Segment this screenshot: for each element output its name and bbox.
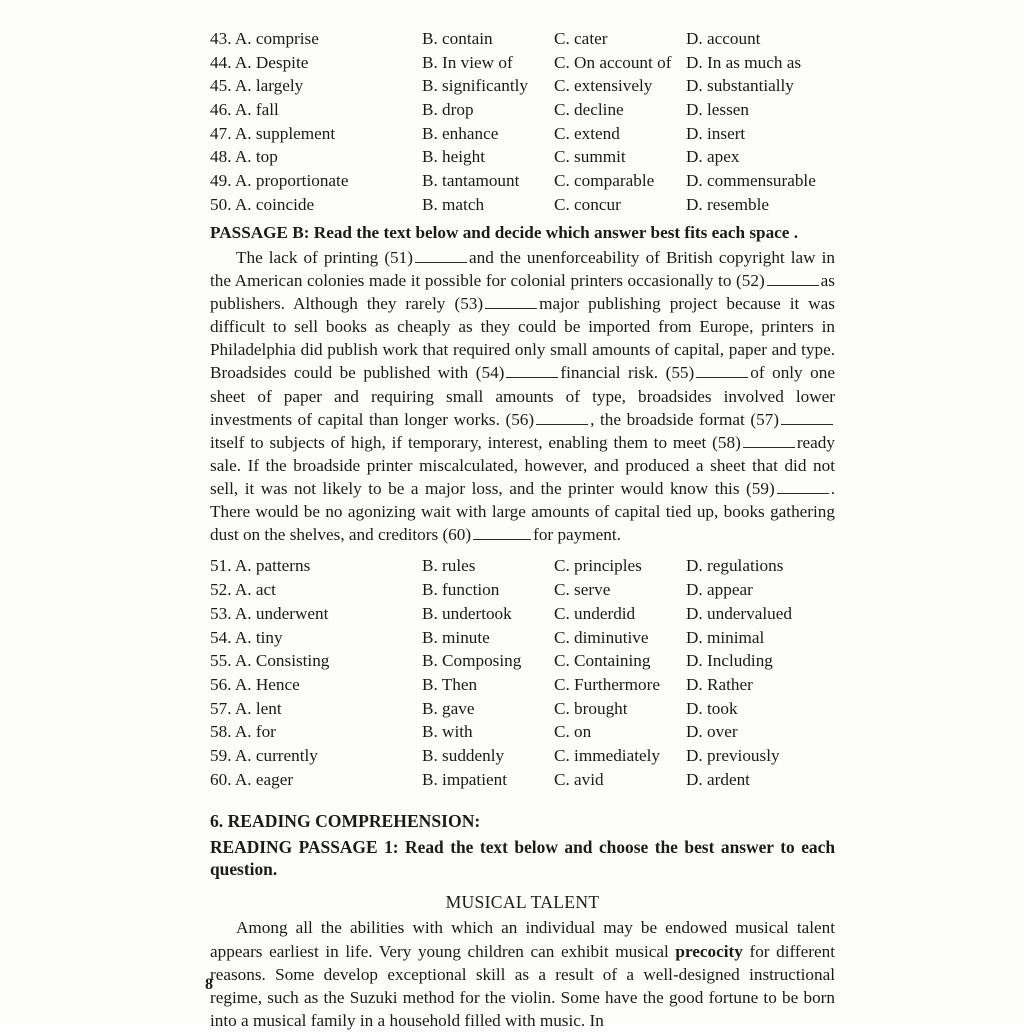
mcq-option-a[interactable] [210,745,422,769]
mcq-option-c-label: C. cater [554,29,608,48]
mcq-option-c-label: C. concur [554,194,621,214]
reading-title: MUSICAL TALENT [445,892,600,912]
mcq-option-d-label: D. appear [686,580,753,600]
mcq-option-c-label: C. on [554,722,592,742]
mcq-option-a[interactable] [210,721,422,745]
mcq-option-b[interactable] [422,769,554,793]
mcq-option-c-label: C. decline [554,100,624,120]
mcq-row [210,698,835,722]
answer-blank-56[interactable] [536,408,588,425]
reading-passage-1-heading: READING PASSAGE 1: Read the text below and choose the best answer to each question. [210,836,835,880]
passage-b-heading: PASSAGE B: Read the text below and decide which answer best fits each space . [210,222,799,242]
mcq-option-d-label: D. over [686,722,738,742]
passage-text-part: financial risk. (55) [560,363,695,383]
mcq-option-d-label: D. regulations [686,556,784,576]
mcq-option-d[interactable] [686,721,835,745]
mcq-option-d[interactable] [686,99,835,123]
mcq-option-d-label: D. undervalued [686,603,792,623]
mcq-option-c[interactable] [554,75,686,99]
mcq-row [210,674,835,698]
mcq-option-c[interactable] [554,674,686,698]
mcq-option-c-label: C. summit [554,147,626,167]
mcq-option-b[interactable] [422,698,554,722]
mcq-option-c[interactable] [554,579,686,603]
mcq-option-d-label: D. lessen [686,100,750,120]
answer-blank-59[interactable] [777,477,829,494]
mcq-option-a[interactable] [210,146,422,170]
mcq-option-b-label: B. Composing [422,651,522,671]
mcq-number: 45. [210,76,232,96]
mcq-option-b-label: B. with [422,722,473,742]
mcq-option-d-label: D. Rather [686,674,753,694]
mcq-number: 55. [210,651,232,671]
mcq-option-d[interactable] [686,650,835,674]
mcq-option-c-label: C. comparable [554,171,655,191]
mcq-option-a[interactable] [210,698,422,722]
mcq-option-a-label: A. supplement [234,123,336,143]
mcq-option-c[interactable] [554,194,686,218]
mcq-row [210,28,835,52]
answer-blank-51[interactable] [415,246,467,263]
mcq-option-c-label: C. diminutive [554,627,649,647]
mcq-number: 58. [210,722,232,742]
mcq-number: 53. [210,603,232,623]
mcq-number: 47. [210,123,232,143]
mcq-option-b[interactable] [422,555,554,579]
answer-blank-54[interactable] [506,362,558,379]
mcq-option-b-label: B. undertook [422,603,512,623]
mcq-option-d-label: D. previously [686,745,780,765]
mcq-number: 59. [210,745,232,765]
mcq-option-c-label: C. Containing [554,651,651,671]
mcq-number: 43. [210,29,232,48]
mcq-option-a[interactable] [210,627,422,651]
mcq-option-c-label: C. immediately [554,745,660,765]
mcq-option-b[interactable] [422,146,554,170]
mcq-option-a-label: A. eager [234,769,294,789]
mcq-option-c[interactable] [554,99,686,123]
reading-paragraph [210,916,835,1032]
mcq-row [210,769,835,793]
mcq-option-b-label: B. In view of [422,52,513,72]
passage-text-part: itself to subjects of high, if temporary, interest, enabling them to meet (58) [210,432,741,452]
mcq-option-a-label: A. comprise [234,29,319,48]
mcq-option-b[interactable] [422,123,554,147]
passage-text-part: . There would be no agonizing wait with large amounts of capital tied up, books gathering dust on the shelves, and creditors (60) [210,479,835,545]
answer-blank-60[interactable] [473,524,531,541]
mcq-option-b[interactable] [422,650,554,674]
mcq-option-d[interactable] [686,555,835,579]
mcq-option-b[interactable] [422,75,554,99]
mcq-option-d[interactable] [686,52,835,76]
mcq-option-b-label: B. gave [422,698,475,718]
mcq-option-a-label: A. coincide [234,194,315,214]
mcq-option-d-label: D. insert [686,123,746,143]
passage-text-part: The lack of printing (51) [236,247,413,267]
mcq-option-a[interactable] [210,579,422,603]
reading-keyword-precocity: precocity [675,941,743,961]
mcq-option-a-label: A. lent [234,698,282,718]
mcq-option-c[interactable] [554,123,686,147]
answer-blank-57[interactable] [781,408,833,425]
mcq-option-b[interactable] [422,170,554,194]
mcq-option-a[interactable] [210,674,422,698]
mcq-option-b[interactable] [422,28,554,52]
mcq-option-a-label: A. act [234,580,276,600]
mcq-option-c[interactable] [554,698,686,722]
mcq-option-b[interactable] [422,52,554,76]
mcq-option-a-label: A. underwent [234,603,329,623]
section-heading-reading-comprehension: 6. READING COMPREHENSION: [210,811,481,832]
mcq-option-b[interactable] [422,721,554,745]
mcq-option-b-label: B. match [422,194,485,214]
mcq-option-b-label: B. Then [422,674,478,694]
mcq-option-a[interactable] [210,52,422,76]
mcq-option-b-label: B. suddenly [422,745,505,765]
mcq-option-b-label: B. height [422,147,486,167]
mcq-option-c-label: C. serve [554,580,611,600]
mcq-option-c[interactable] [554,745,686,769]
mcq-option-c[interactable] [554,28,686,52]
passage-b-paragraph [210,246,835,547]
mcq-option-b[interactable] [422,194,554,218]
mcq-row [210,627,835,651]
mcq-option-c[interactable] [554,146,686,170]
mcq-option-a[interactable] [210,170,422,194]
mcq-option-a-label: A. patterns [234,556,311,576]
mcq-option-b-label: B. enhance [422,123,499,143]
mcq-option-c-label: C. brought [554,698,628,718]
mcq-option-d[interactable] [686,194,835,218]
mcq-number: 49. [210,171,232,191]
mcq-option-a-label: A. Consisting [234,651,330,671]
mcq-option-d-label: D. apex [686,147,740,167]
mcq-option-d[interactable] [686,769,835,793]
mcq-option-c-label: C. principles [554,556,642,576]
mcq-option-c[interactable] [554,769,686,793]
mcq-row [210,603,835,627]
mcq-option-b[interactable] [422,579,554,603]
reading-text-part: Among all the abilities with which an individual may be endowed musical talent appears earliest in life. Very young children can exhibit musical [210,918,835,961]
mcq-table-51-60 [210,555,835,792]
mcq-option-d-label: D. substantially [686,76,794,96]
mcq-row [210,650,835,674]
mcq-option-d-label: D. minimal [686,627,765,647]
mcq-option-c-label: C. extend [554,123,620,143]
mcq-number: 51. [210,556,232,576]
mcq-option-c-label: C. extensively [554,76,653,96]
mcq-option-d-label: D. ardent [686,769,750,789]
mcq-option-c[interactable] [554,650,686,674]
answer-blank-53[interactable] [485,292,537,309]
mcq-option-d[interactable] [686,28,835,52]
mcq-option-b[interactable] [422,674,554,698]
mcq-option-a[interactable] [210,194,422,218]
mcq-number: 56. [210,674,232,694]
mcq-option-a[interactable] [210,603,422,627]
passage-text-part: , the broadside format (57) [590,409,779,429]
mcq-number: 46. [210,100,232,120]
mcq-option-d[interactable] [686,603,835,627]
mcq-option-a[interactable] [210,123,422,147]
mcq-option-a[interactable] [210,769,422,793]
mcq-option-b-label: B. rules [422,556,476,576]
mcq-number: 54. [210,627,232,647]
mcq-option-b-label: B. drop [422,100,474,120]
mcq-option-d[interactable] [686,745,835,769]
mcq-option-d[interactable] [686,75,835,99]
answer-blank-52[interactable] [767,269,819,286]
mcq-table-43-50 [210,28,835,218]
mcq-option-c-label: C. avid [554,769,604,789]
mcq-row [210,194,835,218]
mcq-row [210,555,835,579]
mcq-option-d[interactable] [686,146,835,170]
mcq-option-b-label: B. minute [422,627,490,647]
mcq-option-a-label: A. largely [234,76,304,96]
mcq-row [210,75,835,99]
mcq-option-d-label: D. took [686,698,738,718]
mcq-option-c[interactable] [554,603,686,627]
mcq-option-a-label: A. fall [234,100,279,120]
page-number: 8 [205,976,213,993]
mcq-number: 50. [210,194,232,214]
mcq-option-a-label: A. currently [234,745,318,765]
page-content [210,28,835,1032]
mcq-option-d[interactable] [686,579,835,603]
mcq-option-a[interactable] [210,99,422,123]
mcq-option-c[interactable] [554,555,686,579]
mcq-option-a[interactable] [210,28,422,52]
passage-text-part: ready sale. If the broadside printer miscalculated, however, and produced a sheet that did not sell, it was not likely to be a major loss, and the printer would know this (59) [210,432,835,499]
mcq-number: 52. [210,580,232,600]
mcq-option-d-label: D. In as much as [686,52,802,72]
mcq-number: 44. [210,52,232,72]
mcq-option-b-label: B. significantly [422,76,528,96]
mcq-option-d-label: D. commensurable [686,171,816,191]
passage-text-part: and the unenforceability of British copyright law in the American colonies made it possible for colonial printers occasionally to (52) [210,247,835,290]
answer-blank-58[interactable] [743,431,795,448]
mcq-option-d[interactable] [686,627,835,651]
mcq-row [210,170,835,194]
passage-text-part: major publishing project because it was difficult to sell books as cheaply as they could be imported from Europe, printers in Philadelphia did publish work that required only small amounts of capital, paper and type. Broadsides could be published with (54) [210,294,836,383]
mcq-option-c-label: C. Furthermore [554,674,660,694]
mcq-number: 48. [210,147,232,167]
mcq-option-d-label: D. resemble [686,194,770,214]
passage-text-part: of only one sheet of paper and requiring small amounts of type, broadsides involved lower investments of capital than longer works. (56) [210,363,835,429]
mcq-option-d[interactable] [686,123,835,147]
mcq-option-c[interactable] [554,721,686,745]
mcq-option-b[interactable] [422,603,554,627]
mcq-option-d[interactable] [686,674,835,698]
mcq-option-b-label: B. function [422,580,500,600]
mcq-row [210,579,835,603]
mcq-option-a-label: A. for [234,722,276,742]
mcq-option-b[interactable] [422,745,554,769]
answer-blank-55[interactable] [696,362,748,379]
mcq-option-a[interactable] [210,650,422,674]
mcq-option-b[interactable] [422,627,554,651]
mcq-option-b-label: B. contain [422,29,493,48]
passage-text-part: as publishers. Although they rarely (53) [210,270,835,314]
passage-text-part: for payment. [533,525,621,545]
mcq-row [210,146,835,170]
mcq-option-c[interactable] [554,170,686,194]
mcq-option-a-label: A. Despite [234,52,309,72]
mcq-option-d-label: D. account [686,29,761,48]
mcq-row [210,99,835,123]
mcq-row [210,721,835,745]
mcq-number: 60. [210,769,232,789]
mcq-row [210,52,835,76]
mcq-option-d-label: D. Including [686,651,773,671]
mcq-row [210,123,835,147]
mcq-row [210,745,835,769]
mcq-option-a[interactable] [210,555,422,579]
mcq-option-a-label: A. top [234,147,278,167]
mcq-option-c-label: C. underdid [554,603,636,623]
reading-text-part: for different reasons. Some develop exceptional skill as a result of a well-designed instructional regime, such as the Suzuki method for the violin. Some have the good fortune to be born into a musical family in a household filled with music. In [210,941,835,1030]
mcq-option-b-label: B. tantamount [422,171,520,191]
mcq-option-d[interactable] [686,698,835,722]
mcq-option-c-label: C. On account of [554,52,672,72]
mcq-option-b-label: B. impatient [422,769,507,789]
mcq-option-a[interactable] [210,75,422,99]
mcq-number: 57. [210,698,232,718]
mcq-option-c[interactable] [554,627,686,651]
mcq-option-b[interactable] [422,99,554,123]
mcq-option-a-label: A. Hence [234,674,300,694]
mcq-option-d[interactable] [686,170,835,194]
mcq-option-a-label: A. proportionate [234,171,349,191]
mcq-option-a-label: A. tiny [234,627,283,647]
mcq-option-c[interactable] [554,52,686,76]
